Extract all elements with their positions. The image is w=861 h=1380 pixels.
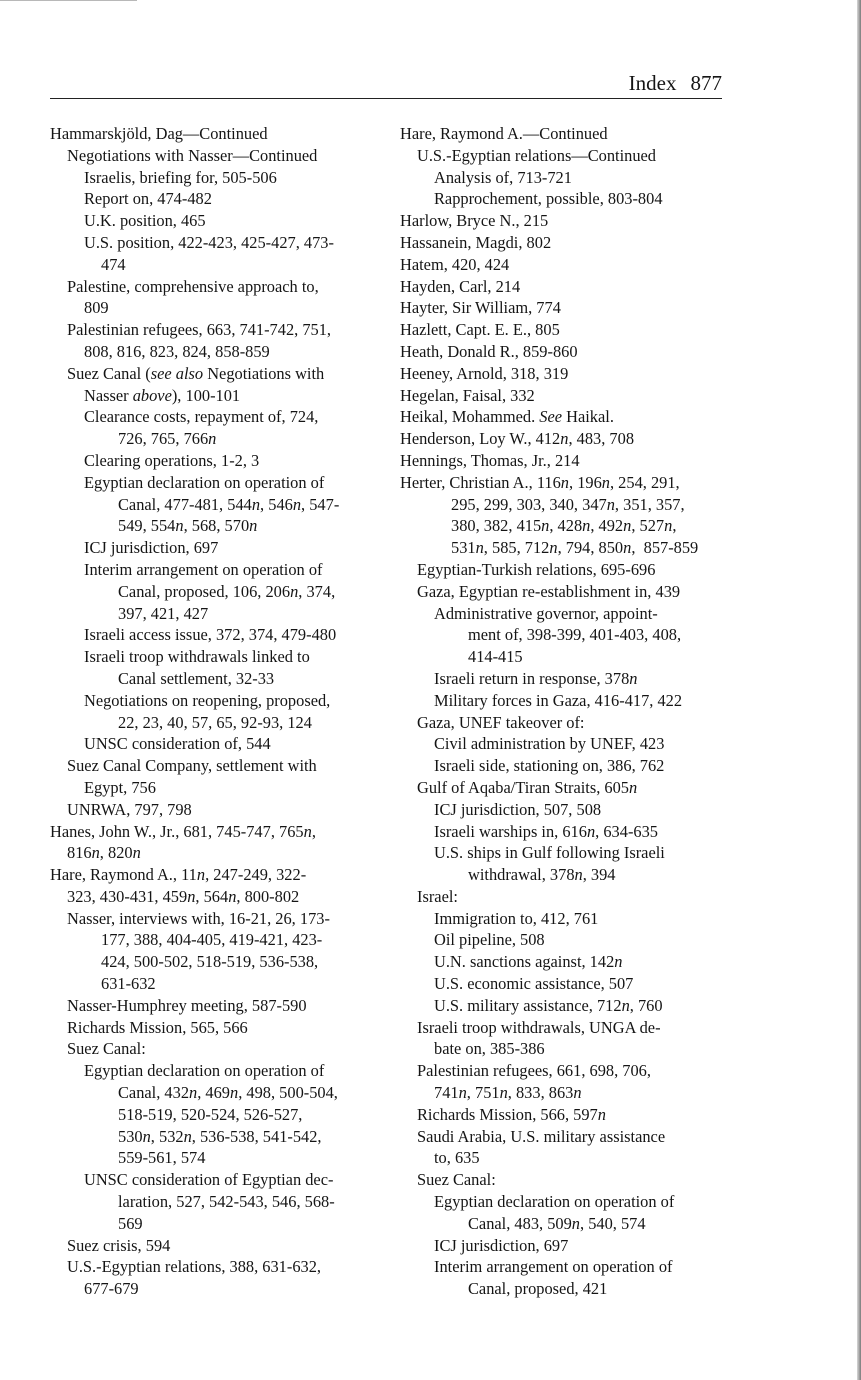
index-entry-line: 397, 421, 427 [118, 603, 209, 623]
index-entry-line: Richards Mission, 566, 597n [417, 1104, 606, 1124]
index-entry-line: 569 [118, 1213, 143, 1233]
index-entry-line: U.S. economic assistance, 507 [434, 974, 634, 994]
scan-edge-right [857, 0, 861, 1380]
index-entry-line: Egyptian declaration on operation of [84, 1061, 325, 1081]
section-title: Index [628, 71, 677, 95]
index-entry-line: 809 [84, 298, 109, 318]
index-entry-line: ICJ jurisdiction, 507, 508 [434, 799, 602, 819]
index-entry-line: Israeli warships in, 616n, 634-635 [434, 821, 658, 841]
index-entry-line: U.S.-Egyptian relations, 388, 631-632, [67, 1257, 322, 1277]
index-entry-line: Civil administration by UNEF, 423 [434, 734, 665, 754]
index-entry-line: 380, 382, 415n, 428n, 492n, 527n, [451, 516, 677, 536]
index-entry-line: Canal, 477-481, 544n, 546n, 547- [118, 494, 340, 514]
index-entry-line: Analysis of, 713-721 [434, 167, 572, 187]
index-entry-line: 559-561, 574 [118, 1148, 206, 1168]
index-entry-line: 726, 765, 766n [118, 429, 217, 449]
index-entry-line: Israeli return in response, 378n [434, 668, 638, 688]
index-entry-line: Immigration to, 412, 761 [434, 908, 599, 928]
index-column-right [400, 123, 735, 1300]
index-entry-line: 22, 23, 40, 57, 65, 92-93, 124 [118, 712, 312, 732]
index-entry-line: Hatem, 420, 424 [400, 254, 510, 274]
index-entry-line: 549, 554n, 568, 570n [118, 516, 258, 536]
index-entry-line: U.S.-Egyptian relations—Continued [417, 145, 657, 165]
index-entry-line: Oil pipeline, 508 [434, 930, 545, 950]
index-entry-line: Hennings, Thomas, Jr., 214 [400, 450, 580, 470]
index-entry-line: Suez Canal: [67, 1039, 146, 1059]
index-entry-line: Israeli troop withdrawals linked to [84, 647, 310, 667]
index-entry-line: 295, 299, 303, 340, 347n, 351, 357, [451, 494, 685, 514]
index-entry-line: Egyptian declaration on operation of [434, 1192, 675, 1212]
index-entry-line: 808, 816, 823, 824, 858-859 [84, 341, 270, 361]
index-entry-line: 816n, 820n [67, 843, 141, 863]
index-entry-line: 177, 388, 404-405, 419-421, 423- [101, 930, 323, 950]
index-entry-line: Hare, Raymond A., 11n, 247-249, 322- [50, 865, 307, 885]
index-entry-line: Palestinian refugees, 663, 741-742, 751, [67, 320, 332, 340]
index-entry-line: 518-519, 520-524, 526-527, [118, 1104, 303, 1124]
index-entry-line: Canal, proposed, 106, 206n, 374, [118, 581, 336, 601]
index-entry-line: Egypt, 756 [84, 777, 156, 797]
index-entry-line: Israelis, briefing for, 505-506 [84, 167, 277, 187]
index-entry-line: Harlow, Bryce N., 215 [400, 211, 549, 231]
index-entry-line: ICJ jurisdiction, 697 [84, 538, 219, 558]
index-entry-line: Suez Canal (see also Negotiations with [67, 363, 325, 383]
index-entry-line: 677-679 [84, 1279, 139, 1299]
index-entry-line: Administrative governor, appoint- [434, 603, 658, 623]
index-entry-line: Nasser, interviews with, 16-21, 26, 173- [67, 908, 330, 928]
index-entry-line: Egyptian declaration on operation of [84, 472, 325, 492]
index-entry-line: to, 635 [434, 1148, 480, 1168]
index-entry-line: 631-632 [101, 974, 156, 994]
index-entry-line: Israeli access issue, 372, 374, 479-480 [84, 625, 337, 645]
index-entry-line: laration, 527, 542-543, 546, 568- [118, 1192, 335, 1212]
index-entry-line: Negotiations with Nasser—Continued [67, 145, 318, 165]
index-entry-line: U.N. sanctions against, 142n [434, 952, 623, 972]
index-entry-line: Suez Canal: [417, 1170, 496, 1190]
index-entry-line: Heath, Donald R., 859-860 [400, 341, 578, 361]
index-entry-line: Report on, 474-482 [84, 189, 212, 209]
index-entry-line: Israeli troop withdrawals, UNGA de- [417, 1017, 661, 1037]
index-entry-line: Israeli side, stationing on, 386, 762 [434, 756, 665, 776]
index-entry-line: Hazlett, Capt. E. E., 805 [400, 320, 560, 340]
index-entry-line: Interim arrangement on operation of [434, 1257, 673, 1277]
index-entry-line: UNSC consideration of Egyptian dec- [84, 1170, 334, 1190]
index-entry-line: Henderson, Loy W., 412n, 483, 708 [400, 429, 635, 449]
index-entry-line: Saudi Arabia, U.S. military assistance [417, 1126, 666, 1146]
index-entry-line: 424, 500-502, 518-519, 536-538, [101, 952, 319, 972]
index-entry-line: 531n, 585, 712n, 794, 850n, 857-859 [451, 538, 699, 558]
index-entry-line: Hayden, Carl, 214 [400, 276, 521, 296]
index-entry-line: Heikal, Mohammed. See Haikal. [400, 407, 614, 427]
index-entry-line: Canal, 483, 509n, 540, 574 [468, 1213, 646, 1233]
index-entry-line: Canal, proposed, 421 [468, 1279, 608, 1299]
index-entry-line: Gaza, Egyptian re-establishment in, 439 [417, 581, 681, 601]
index-entry-line: Nasser-Humphrey meeting, 587-590 [67, 995, 307, 1015]
index-entry-line: Israel: [417, 886, 458, 906]
index-entry-line: 414-415 [468, 647, 523, 667]
index-entry-line: Hare, Raymond A.—Continued [400, 124, 608, 143]
index-entry-line: ICJ jurisdiction, 697 [434, 1235, 569, 1255]
index-entry-line: Hayter, Sir William, 774 [400, 298, 561, 318]
index-entry-line: Richards Mission, 565, 566 [67, 1017, 248, 1037]
index-entry-line: Negotiations on reopening, proposed, [84, 690, 331, 710]
index-entry-line: ment of, 398-399, 401-403, 408, [468, 625, 682, 645]
index-entry-line: Hammarskjöld, Dag—Continued [50, 124, 268, 143]
scan-edge-top [0, 0, 137, 1]
index-entry-line: Gaza, UNEF takeover of: [417, 712, 585, 732]
index-entry-line: Nasser above), 100-101 [84, 385, 241, 405]
index-entry-line: U.S. military assistance, 712n, 760 [434, 995, 663, 1015]
index-entry-line: Hassanein, Magdi, 802 [400, 232, 552, 252]
index-entry-line: Canal, 432n, 469n, 498, 500-504, [118, 1083, 338, 1103]
index-entry-line: U.S. ships in Gulf following Israeli [434, 843, 665, 863]
index-entry-line: 741n, 751n, 833, 863n [434, 1083, 582, 1103]
index-entry-line: Rapprochement, possible, 803-804 [434, 189, 663, 209]
index-entry-line: Gulf of Aqaba/Tiran Straits, 605n [417, 777, 638, 797]
running-head [50, 70, 722, 99]
index-entry-line: withdrawal, 378n, 394 [468, 865, 616, 885]
index-entry-line: Palestinian refugees, 661, 698, 706, [417, 1061, 651, 1081]
index-entry-line: 530n, 532n, 536-538, 541-542, [118, 1126, 322, 1146]
index-entry-line: Egyptian-Turkish relations, 695-696 [417, 559, 656, 579]
index-entry-line: Hegelan, Faisal, 332 [400, 385, 535, 405]
index-entry-line: Canal settlement, 32-33 [118, 668, 275, 688]
index-entry-line: Hanes, John W., Jr., 681, 745-747, 765n, [50, 821, 316, 841]
index-entry-line: UNSC consideration of, 544 [84, 734, 271, 754]
index-entry-line: U.S. position, 422-423, 425-427, 473- [84, 232, 334, 252]
index-entry-line: Interim arrangement on operation of [84, 559, 323, 579]
index-entry-line: Clearance costs, repayment of, 724, [84, 407, 319, 427]
index-entry-line: Clearing operations, 1-2, 3 [84, 450, 260, 470]
index-entry-line: Heeney, Arnold, 318, 319 [400, 363, 569, 383]
index-entry-line: Military forces in Gaza, 416-417, 422 [434, 690, 683, 710]
index-column-left [50, 123, 385, 1300]
index-entry-line: bate on, 385-386 [434, 1039, 545, 1059]
index-entry-line: U.K. position, 465 [84, 211, 206, 231]
index-entry-line: Palestine, comprehensive approach to, [67, 276, 319, 296]
index-entry-line: Suez crisis, 594 [67, 1235, 171, 1255]
index-entry-line: Herter, Christian A., 116n, 196n, 254, 291, [400, 472, 680, 492]
page-number: 877 [690, 71, 722, 95]
index-entry-line: UNRWA, 797, 798 [67, 799, 192, 819]
index-entry-line: 323, 430-431, 459n, 564n, 800-802 [67, 886, 300, 906]
index-entry-line: Suez Canal Company, settlement with [67, 756, 317, 776]
index-entry-line: 474 [101, 254, 126, 274]
